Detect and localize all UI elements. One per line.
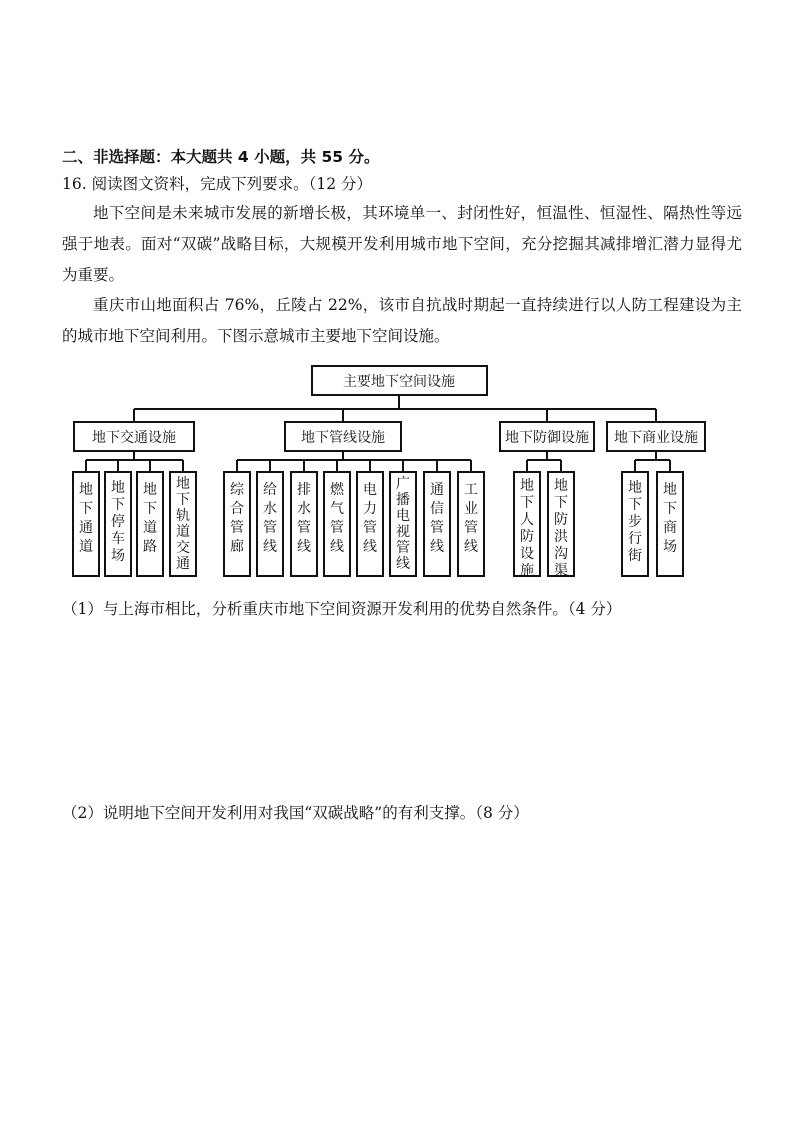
item-underground-rail: 地下轨道交通 bbox=[176, 476, 190, 572]
sub-question-2: （2）说明地下空间开发利用对我国“双碳战略”的有利支撑。（8 分） bbox=[62, 804, 529, 822]
item-water-supply-pipe: 给水管线 bbox=[263, 482, 277, 555]
facility-diagram bbox=[0, 362, 800, 592]
item-gas-pipe: 燃气管线 bbox=[330, 482, 344, 555]
item-drainage-pipe: 排水管线 bbox=[297, 482, 311, 555]
category-commerce: 地下商业设施 bbox=[614, 430, 698, 446]
section-heading: 二、非选择题：本大题共 4 小题，共 55 分。 bbox=[62, 148, 380, 166]
sub-question-1: （1）与上海市相比，分析重庆市地下空间资源开发利用的优势自然条件。（4 分） bbox=[62, 600, 622, 618]
item-power-line: 电力管线 bbox=[363, 482, 377, 555]
item-pedestrian-street: 地下步行街 bbox=[628, 480, 642, 564]
item-underground-mall: 地下商场 bbox=[663, 482, 677, 555]
item-utility-tunnel: 综合管廊 bbox=[230, 482, 244, 555]
item-underground-road: 地下道路 bbox=[143, 482, 157, 555]
item-underground-passage: 地下通道 bbox=[79, 482, 93, 555]
item-broadcast-tv-line: 广播电视管线 bbox=[396, 476, 410, 572]
item-telecom-line: 通信管线 bbox=[430, 482, 444, 555]
category-pipeline: 地下管线设施 bbox=[301, 430, 385, 446]
material-paragraph-2: 重庆市山地面积占 76%，丘陵占 22%，该市自抗战时期起一直持续进行以人防工程建设为主的城市地下空间利用。下图示意城市主要地下空间设施。 bbox=[62, 296, 742, 345]
diagram-root-label: 主要地下空间设施 bbox=[343, 374, 455, 390]
item-industrial-pipe: 工业管线 bbox=[464, 482, 478, 555]
question-prompt: 16. 阅读图文资料，完成下列要求。（12 分） bbox=[62, 175, 372, 193]
item-flood-channel: 地下防洪沟渠 bbox=[554, 478, 568, 579]
item-civil-air-defense: 地下人防设施 bbox=[520, 478, 534, 579]
item-underground-parking: 地下停车场 bbox=[111, 480, 125, 564]
category-defense: 地下防御设施 bbox=[505, 430, 589, 446]
category-transport: 地下交通设施 bbox=[92, 430, 176, 446]
material-paragraph-1: 地下空间是未来城市发展的新增长极，其环境单一、封闭性好，恒温性、恒湿性、隔热性等远强于地表。面对“双碳”战略目标，大规模开发利用城市地下空间，充分挖掘其减排增汇潜力显得尤为重要。 bbox=[62, 204, 742, 284]
